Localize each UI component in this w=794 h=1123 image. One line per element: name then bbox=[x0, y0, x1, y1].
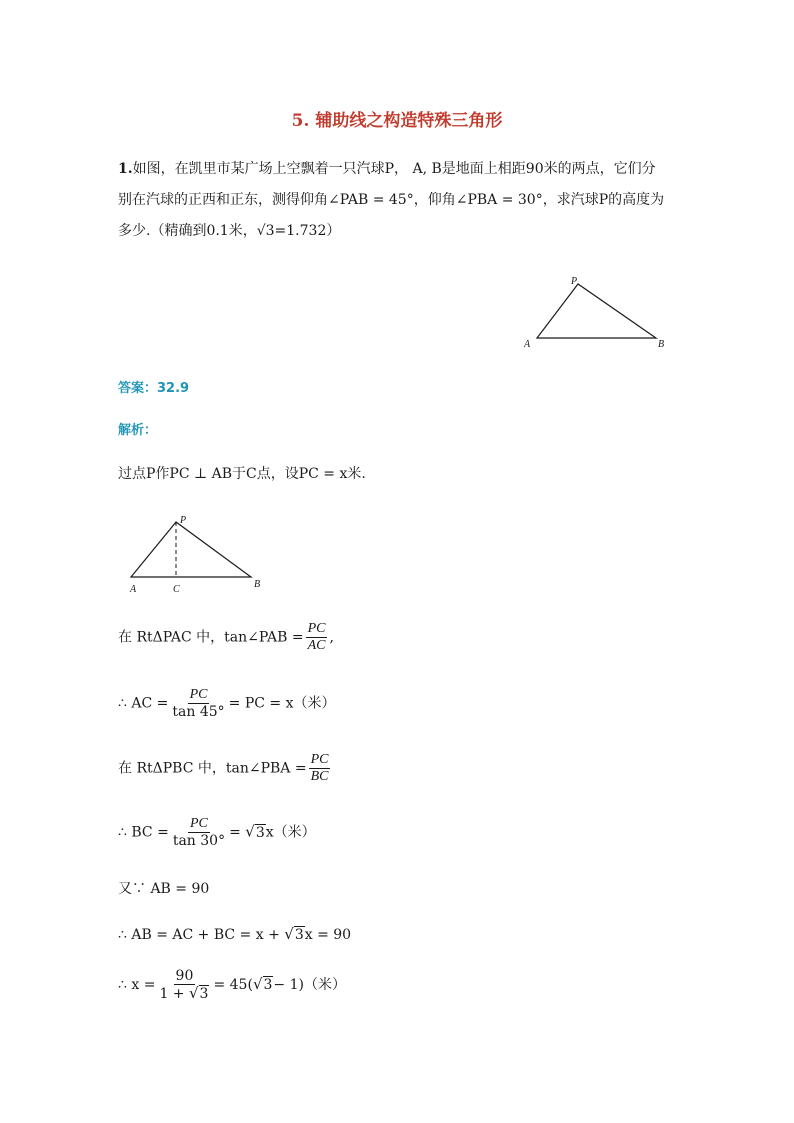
step5-prefix: ∴ BC = bbox=[118, 824, 169, 841]
fig2-label-p: P bbox=[180, 515, 187, 526]
step8-eq: = 45( bbox=[213, 977, 253, 993]
step8-den-a: 1 + bbox=[159, 986, 185, 1002]
step2-prefix: 在 RtΔPAC 中，tan∠PAB = bbox=[118, 629, 304, 646]
step8-sqrt: 3 bbox=[263, 977, 273, 993]
step2-suffix: , bbox=[329, 629, 334, 646]
fig2-label-a: A bbox=[130, 584, 137, 595]
step8-num: 90 bbox=[175, 968, 194, 984]
question-line-2: 别在汽球的正西和正东，测得仰角∠PAB = 45°，仰角∠PBA = 30°，求汽球P的高度为 bbox=[118, 192, 665, 208]
step5-fraction bbox=[171, 816, 227, 849]
step4-den: BC bbox=[310, 769, 329, 784]
step8-suffix: − 1)（米） bbox=[273, 977, 346, 993]
fig2-label-c: C bbox=[173, 584, 180, 595]
step7-sqrt: 3 bbox=[294, 927, 304, 943]
triangle-figure-1 bbox=[520, 272, 670, 354]
triangle-figure-2 bbox=[126, 513, 271, 598]
step5-eq: = bbox=[229, 824, 241, 841]
solution-step-3 bbox=[118, 687, 335, 720]
sqrt-sign: √ bbox=[188, 984, 199, 1002]
triangle-pab bbox=[537, 284, 656, 338]
step3-num: PC bbox=[189, 687, 208, 702]
step5-sqrt: 3 bbox=[255, 824, 265, 841]
step4-prefix: 在 RtΔPBC 中，tan∠PBA = bbox=[118, 760, 307, 777]
question-number: 1. bbox=[118, 161, 133, 177]
step5-num: PC bbox=[190, 816, 208, 831]
step3-prefix: ∴ AC = bbox=[118, 695, 169, 712]
page-title: 5. 辅助线之构造特殊三角形 bbox=[291, 111, 503, 131]
solution-step-2 bbox=[118, 621, 334, 654]
fig1-label-p: P bbox=[571, 276, 578, 287]
step7-suffix: x = 90 bbox=[304, 927, 352, 943]
solution-step-5 bbox=[118, 816, 316, 849]
step8-den-sqrt: 3 bbox=[199, 986, 209, 1002]
solution-step-7 bbox=[118, 926, 351, 943]
step8-fraction bbox=[157, 968, 211, 1002]
answer-text: 答案：32.9 bbox=[118, 381, 190, 396]
triangle-pab-2 bbox=[131, 522, 251, 577]
sqrt-sign: √ bbox=[245, 822, 255, 841]
solution-step-1: 过点P作PC ⊥ AB于C点，设PC = x米. bbox=[118, 466, 366, 482]
step8-prefix: ∴ x = bbox=[118, 977, 156, 993]
question-line-3: 多少.（精确到0.1米，√3=1.732） bbox=[118, 223, 341, 239]
sqrt-sign: √ bbox=[284, 925, 294, 943]
step3-suffix: = PC = x（米） bbox=[228, 695, 336, 712]
step4-fraction bbox=[309, 752, 331, 785]
fig2-label-b: B bbox=[254, 579, 261, 590]
step7-prefix: ∴ AB = AC + BC = x + bbox=[118, 927, 280, 943]
step8-den bbox=[157, 985, 211, 1002]
analysis-label: 解析： bbox=[118, 423, 158, 438]
question-line-1 bbox=[118, 161, 656, 177]
step3-fraction bbox=[170, 687, 226, 720]
solution-step-8 bbox=[118, 968, 346, 1002]
step2-num: PC bbox=[307, 621, 326, 636]
step2-fraction bbox=[306, 621, 328, 654]
step2-den: AC bbox=[307, 638, 326, 653]
fig1-label-a: A bbox=[524, 339, 531, 350]
step4-num: PC bbox=[310, 752, 329, 767]
solution-step-4 bbox=[118, 752, 332, 785]
question-text-1: 如图，在凯里市某广场上空飘着一只汽球P， A, B是地面上相距90米的两点，它们分 bbox=[132, 161, 656, 177]
solution-step-6: 又∵ AB = 90 bbox=[118, 881, 210, 897]
step5-den: tan 30° bbox=[172, 833, 226, 849]
step3-den: tan 45° bbox=[172, 704, 225, 720]
step5-suffix: x（米） bbox=[265, 824, 316, 841]
sqrt-sign: √ bbox=[252, 975, 263, 993]
fig1-label-b: B bbox=[658, 339, 665, 350]
